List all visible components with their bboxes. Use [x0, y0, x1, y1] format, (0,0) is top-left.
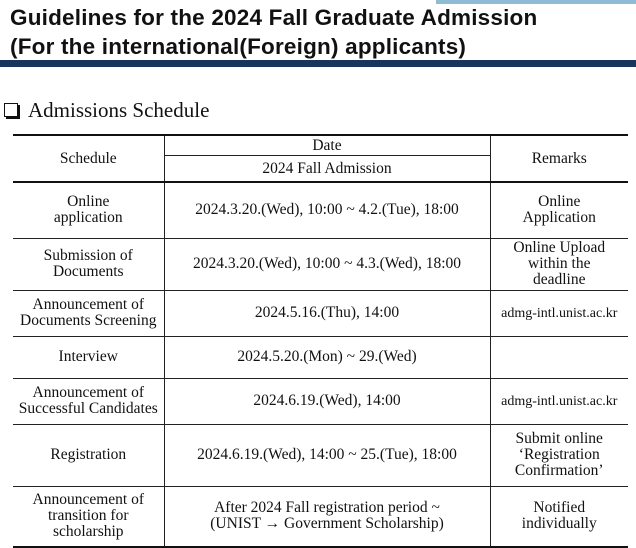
schedule-cell-line: Online [67, 193, 110, 211]
schedule-cell [13, 486, 164, 547]
table-row [13, 378, 628, 424]
table-row [13, 424, 628, 486]
schedule-cell [13, 238, 164, 290]
schedule-cell-line: application [53, 209, 123, 227]
remarks-cell [490, 290, 628, 336]
document-title-line-1: Guidelines for the 2024 Fall Graduate Admission [10, 5, 538, 30]
remarks-cell-line: Online Upload [513, 239, 606, 256]
table-row [13, 336, 628, 378]
date-cell-line: After 2024 Fall registration period ~ [214, 499, 440, 517]
remarks-cell-line: Application [522, 209, 596, 227]
date-cell-line: 2024.3.20.(Wed), 10:00 ~ 4.2.(Tue), 18:00 [195, 201, 459, 219]
date-cell [164, 238, 490, 290]
table-row [13, 486, 628, 547]
schedule-cell-line: scholarship [52, 523, 124, 541]
schedule-cell-line: Announcement of [32, 384, 144, 401]
schedule-cell [13, 424, 164, 486]
schedule-cell [13, 182, 164, 238]
date-cell-line: 2024.3.20.(Wed), 10:00 ~ 4.3.(Wed), 18:00 [192, 255, 462, 272]
date-cell-line: (UNIST → Government Scholarship) [210, 515, 444, 533]
document-title [10, 3, 630, 61]
date-cell-line: 2024.6.19.(Wed), 14:00 [253, 392, 401, 409]
remarks-cell-line: Notified [533, 499, 586, 517]
table-row [13, 182, 628, 238]
schedule-cell-line: Announcement of [32, 296, 144, 313]
schedule-cell [13, 290, 164, 336]
schedule-cell-line: Successful Candidates [18, 400, 158, 417]
remarks-cell-line: Confirmation’ [514, 462, 604, 479]
schedule-cell-line: Interview [58, 348, 118, 365]
date-cell [164, 486, 490, 547]
date-cell-line: 2024.6.19.(Wed), 14:00 ~ 25.(Tue), 18:00 [197, 446, 457, 463]
remarks-cell-line: Submit online [515, 430, 603, 447]
remarks-cell-line: deadline [532, 271, 586, 288]
remarks-cell [490, 378, 628, 424]
section-heading [4, 96, 209, 124]
remarks-cell-line: admg-intl.unist.ac.kr [501, 305, 618, 321]
date-cell [164, 290, 490, 336]
header-remarks: Remarks [490, 135, 628, 182]
remarks-cell [490, 486, 628, 547]
title-underline-bar [0, 60, 636, 67]
schedule-cell [13, 336, 164, 378]
remarks-cell [490, 336, 628, 378]
schedule-body [13, 182, 628, 547]
date-cell-line: 2024.5.20.(Mon) ~ 29.(Wed) [237, 348, 417, 365]
schedule-cell-line: Documents Screening [20, 312, 157, 329]
schedule-cell [13, 378, 164, 424]
schedule-cell-line: Registration [50, 446, 127, 463]
table-row [13, 290, 628, 336]
remarks-cell [490, 182, 628, 238]
header-schedule: Schedule [13, 135, 164, 182]
schedule-cell-line: Documents [52, 263, 124, 280]
date-cell [164, 336, 490, 378]
remarks-cell [490, 424, 628, 486]
date-cell [164, 424, 490, 486]
date-cell [164, 182, 490, 238]
remarks-cell-line: admg-intl.unist.ac.kr [501, 393, 618, 409]
table-row [13, 238, 628, 290]
remarks-cell-line: Online [538, 193, 581, 211]
checkbox-icon [4, 103, 18, 117]
remarks-cell-line: within the [528, 255, 591, 272]
document-title-line-2: (For the international(Foreign) applicants) [10, 34, 467, 59]
remarks-cell [490, 238, 628, 290]
schedule-cell-line: Submission of [43, 247, 133, 264]
admissions-schedule-table [13, 134, 628, 548]
schedule-cell-line: transition for [48, 507, 129, 525]
remarks-cell-line: ‘Registration [518, 446, 600, 463]
date-cell [164, 378, 490, 424]
remarks-cell-line: individually [521, 515, 597, 533]
header-date: Date [164, 135, 490, 156]
header-date-sub: 2024 Fall Admission [164, 156, 490, 182]
schedule-cell-line: Announcement of [32, 491, 144, 509]
section-heading-text: Admissions Schedule [28, 97, 210, 122]
date-cell-line: 2024.5.16.(Thu), 14:00 [254, 304, 400, 321]
